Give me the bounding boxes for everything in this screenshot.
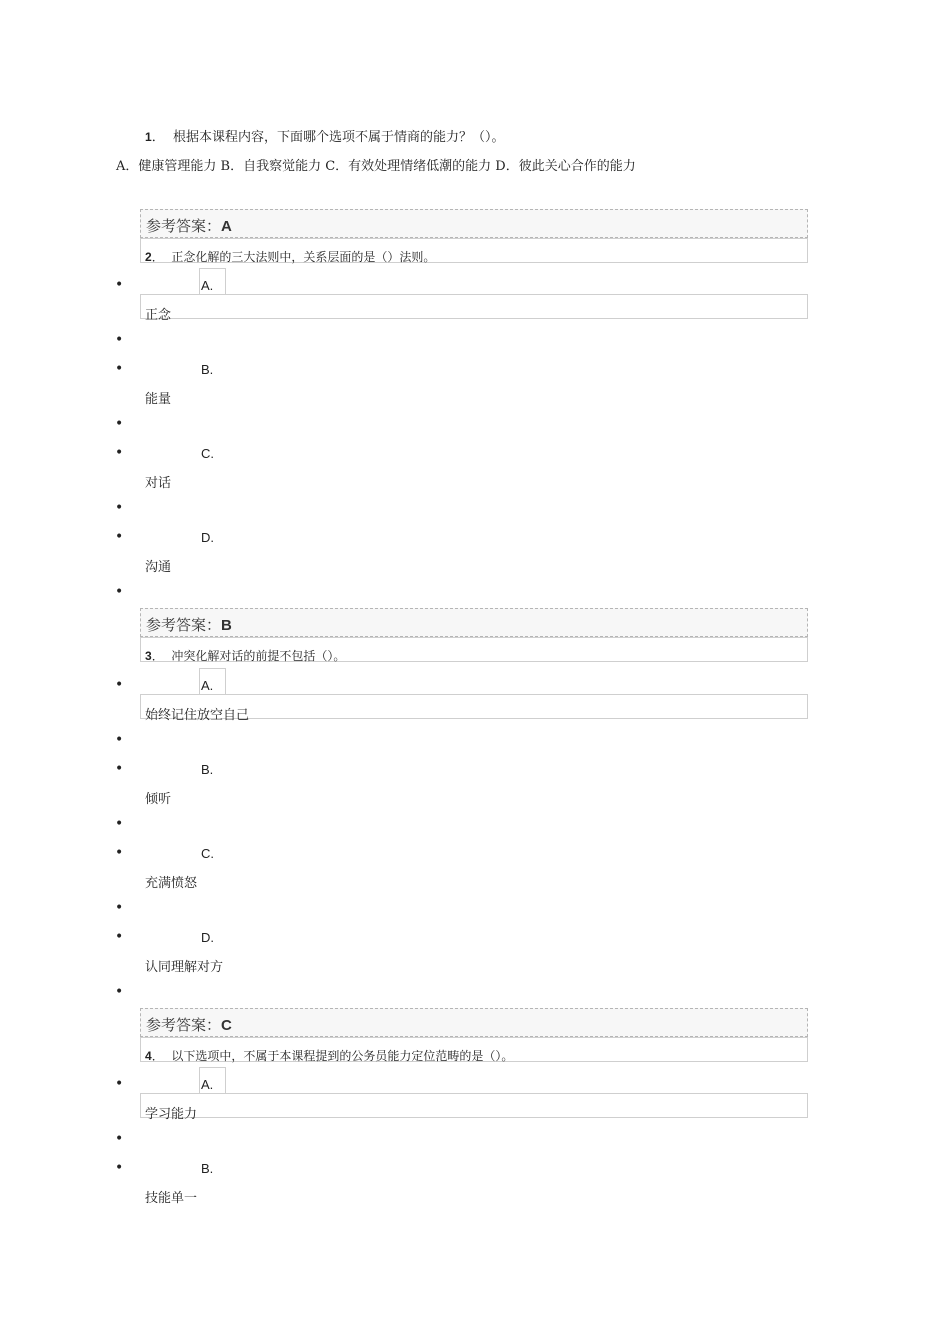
list-bullet: • <box>115 929 124 945</box>
option-q3-c[interactable]: 充满愤怒 <box>145 876 198 891</box>
question-1-number: 1 <box>145 130 152 144</box>
question-2-text: 正念化解的三大法则中，关系层面的是（）法则。 <box>171 250 436 264</box>
list-bullet: • <box>115 1160 124 1176</box>
option-q2-a[interactable]: 正念 <box>140 294 808 319</box>
answer-box-3: 参考答案：C <box>140 1008 808 1037</box>
option-q3-d[interactable]: 认同理解对方 <box>145 960 224 975</box>
option-letter-q2-b: B. <box>201 362 214 377</box>
list-bullet: • <box>115 529 124 545</box>
list-bullet: • <box>115 1131 124 1147</box>
question-4-text: 以下选项中，不属于本课程提到的公务员能力定位范畴的是（）。 <box>171 1049 514 1063</box>
list-bullet: • <box>115 445 124 461</box>
option-q4-a[interactable]: 学习能力 <box>140 1093 808 1118</box>
list-bullet: • <box>115 984 124 1000</box>
question-3-text: 冲突化解对话的前提不包括（）。 <box>171 649 346 663</box>
list-bullet: • <box>115 732 124 748</box>
list-bullet: • <box>115 416 124 432</box>
list-bullet: • <box>115 677 124 693</box>
list-bullet: • <box>115 361 124 377</box>
option-q3-a[interactable]: 始终记住放空自己 <box>140 694 808 719</box>
option-q2-d[interactable]: 沟通 <box>145 560 172 575</box>
answer-3-value: C <box>221 1017 232 1034</box>
answer-box-1: 参考答案：A <box>140 209 808 238</box>
question-2-stem: 2． 正念化解的三大法则中，关系层面的是（）法则。 <box>140 238 808 263</box>
option-letter-q2-c: C. <box>201 446 214 461</box>
list-bullet: • <box>115 584 124 600</box>
option-q2-c[interactable]: 对话 <box>145 476 172 491</box>
list-bullet: • <box>115 900 124 916</box>
option-letter-q3-c: C. <box>201 846 214 861</box>
question-4-number: 4 <box>145 1049 152 1063</box>
option-q4-b[interactable]: 技能单一 <box>145 1191 198 1206</box>
question-1-options: A．健康管理能力 B．自我察觉能力 C．有效处理情绪低潮的能力 D．彼此关心合作的能力 <box>116 159 636 174</box>
option-letter-q4-a: A. <box>201 1077 214 1092</box>
answer-2-value: B <box>221 617 232 634</box>
option-letter-q3-d: D. <box>201 930 214 945</box>
question-2-number: 2 <box>145 250 152 264</box>
answer-1-value: A <box>221 218 232 235</box>
question-4-stem: 4． 以下选项中，不属于本课程提到的公务员能力定位范畴的是（）。 <box>140 1037 808 1062</box>
list-bullet: • <box>115 500 124 516</box>
question-3-stem: 3． 冲突化解对话的前提不包括（）。 <box>140 637 808 662</box>
question-3-number: 3 <box>145 649 152 663</box>
list-bullet: • <box>115 816 124 832</box>
option-q3-b[interactable]: 倾听 <box>145 792 172 807</box>
option-letter-q2-a: A. <box>201 278 214 293</box>
list-bullet: • <box>115 1076 124 1092</box>
option-letter-q3-a: A. <box>201 678 214 693</box>
list-bullet: • <box>115 277 124 293</box>
answer-box-2: 参考答案：B <box>140 608 808 637</box>
list-bullet: • <box>115 761 124 777</box>
question-1-stem: 1． 根据本课程内容，下面哪个选项不属于情商的能力？（）。 <box>145 130 505 145</box>
list-bullet: • <box>115 845 124 861</box>
option-letter-q4-b: B. <box>201 1161 214 1176</box>
list-bullet: • <box>115 332 124 348</box>
option-letter-q2-d: D. <box>201 530 214 545</box>
option-q2-b[interactable]: 能量 <box>145 392 172 407</box>
question-1-text: 根据本课程内容，下面哪个选项不属于情商的能力？（）。 <box>172 130 505 145</box>
option-letter-q3-b: B. <box>201 762 214 777</box>
